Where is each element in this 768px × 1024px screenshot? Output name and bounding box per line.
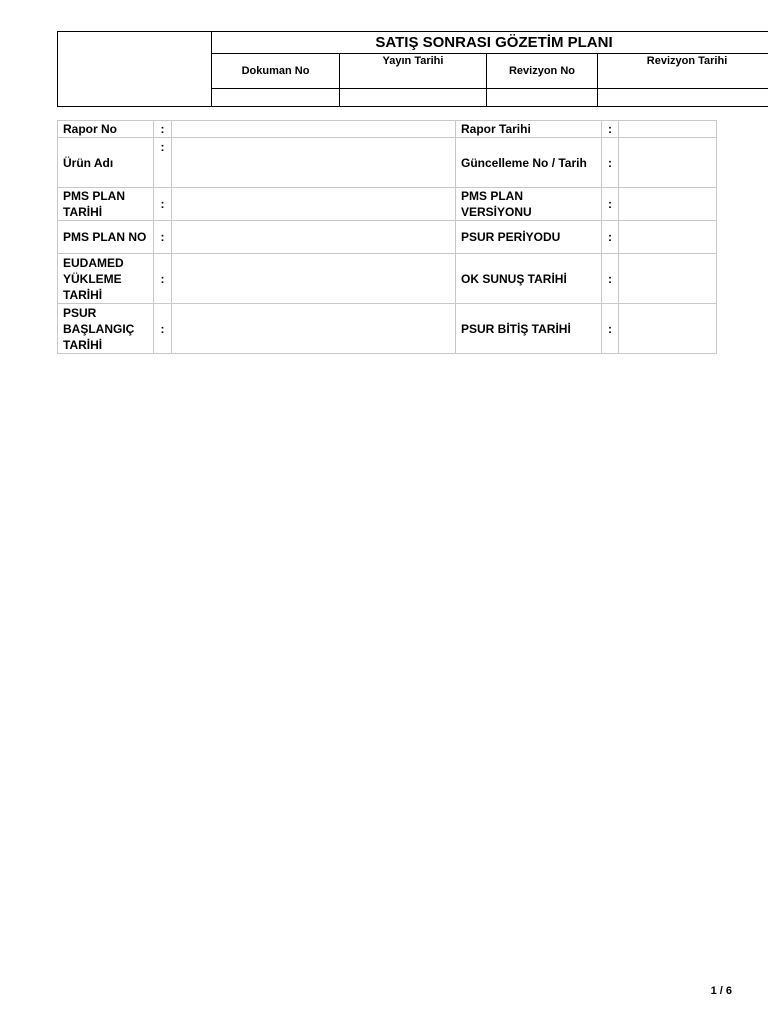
table-row: [58, 121, 717, 138]
revision-no-label: Revizyon No: [487, 54, 598, 89]
row-label: Ürün Adı: [58, 138, 154, 188]
row-label: PSUR BAŞLANGIÇ TARİHİ: [58, 304, 154, 354]
colon: :: [602, 221, 619, 254]
table-row: [58, 254, 717, 304]
row-label: PMS PLAN NO: [58, 221, 154, 254]
colon: :: [602, 188, 619, 221]
row-value[interactable]: [619, 304, 717, 354]
row-value[interactable]: [172, 221, 456, 254]
document-header: [57, 31, 768, 107]
revision-date-label: Revizyon Tarihi: [598, 54, 768, 89]
row-label: EUDAMED YÜKLEME TARİHİ: [58, 254, 154, 304]
row-label: PSUR BİTİŞ TARİHİ: [456, 304, 602, 354]
row-value[interactable]: [619, 121, 717, 138]
row-value[interactable]: [619, 221, 717, 254]
row-label: PMS PLAN VERSİYONU: [456, 188, 602, 221]
row-value[interactable]: [172, 254, 456, 304]
revision-date-value[interactable]: [598, 89, 768, 107]
page-number: 1 / 6: [710, 985, 732, 997]
colon: :: [602, 304, 619, 354]
colon: :: [602, 121, 619, 138]
row-value[interactable]: [619, 138, 717, 188]
doc-no-value[interactable]: [212, 89, 340, 107]
colon: :: [154, 121, 172, 138]
report-info-table: [57, 120, 717, 354]
row-label: OK SUNUŞ TARİHİ: [456, 254, 602, 304]
colon: :: [154, 254, 172, 304]
row-label: Rapor No: [58, 121, 154, 138]
row-label: Rapor Tarihi: [456, 121, 602, 138]
publish-date-label: Yayın Tarihi: [340, 54, 487, 89]
row-label: PMS PLAN TARİHİ: [58, 188, 154, 221]
colon: :: [154, 304, 172, 354]
logo-cell: [58, 32, 212, 107]
row-value[interactable]: [172, 121, 456, 138]
table-row: [58, 188, 717, 221]
publish-date-value[interactable]: [340, 89, 487, 107]
row-label: Güncelleme No / Tarih: [456, 138, 602, 188]
row-value[interactable]: [172, 138, 456, 188]
row-value[interactable]: [172, 188, 456, 221]
colon: :: [602, 138, 619, 188]
colon: :: [154, 221, 172, 254]
row-value[interactable]: [619, 254, 717, 304]
doc-no-label: Dokuman No: [212, 54, 340, 89]
colon: :: [154, 188, 172, 221]
revision-no-value[interactable]: [487, 89, 598, 107]
document-title: SATIŞ SONRASI GÖZETİM PLANI: [212, 32, 768, 54]
table-row: [58, 138, 717, 188]
colon: :: [602, 254, 619, 304]
colon: :: [154, 138, 172, 188]
row-value[interactable]: [619, 188, 717, 221]
table-row: [58, 304, 717, 354]
row-label: PSUR PERİYODU: [456, 221, 602, 254]
table-row: [58, 221, 717, 254]
row-value[interactable]: [172, 304, 456, 354]
